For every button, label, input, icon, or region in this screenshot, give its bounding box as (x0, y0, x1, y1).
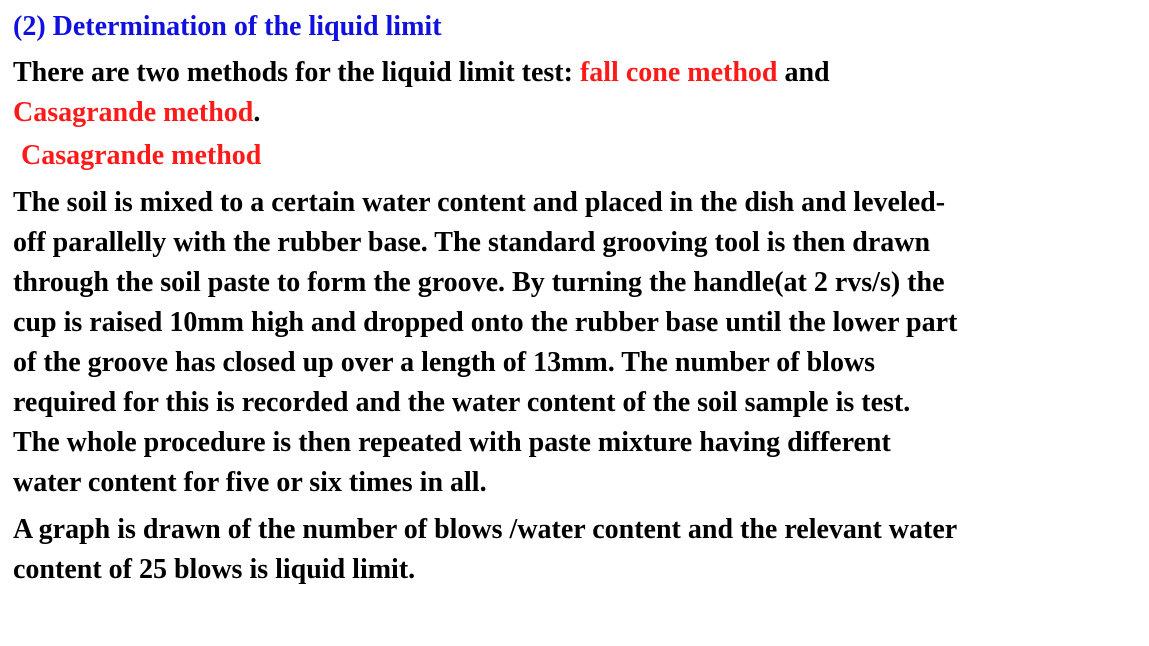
slide-content (13, 8, 1143, 597)
procedure-line: cup is raised 10mm high and dropped onto the rubber base until the lower part (13, 307, 958, 338)
procedure-line: off parallelly with the rubber base. The standard grooving tool is then drawn (13, 227, 931, 258)
casagrande-method-highlight: Casagrande method (13, 97, 254, 128)
procedure-line: The whole procedure is then repeated with paste mixture having different (13, 427, 891, 458)
fall-cone-method-highlight: fall cone method (579, 57, 778, 88)
procedure-line: water content for five or six times in all. (13, 467, 487, 498)
intro-line-2 (13, 93, 1143, 133)
graph-line: A graph is drawn of the number of blows /water content and the relevant water (13, 514, 958, 545)
procedure-line: required for this is recorded and the water content of the soil sample is test. (13, 387, 911, 418)
intro-paragraph (13, 53, 1143, 133)
intro-text-part3: . (253, 97, 261, 128)
graph-paragraph (13, 510, 1143, 590)
procedure-line: through the soil paste to form the groove. By turning the handle(at 2 rvs/s) the (13, 267, 945, 298)
procedure-line: The soil is mixed to a certain water content and placed in the dish and leveled- (13, 187, 946, 218)
intro-line-1 (13, 53, 1143, 93)
section-heading: (2) Determination of the liquid limit (13, 11, 442, 42)
casagrande-subheading: Casagrande method (21, 140, 262, 171)
intro-text-part1: There are two methods for the liquid limit test: (13, 57, 580, 88)
procedure-paragraph (13, 183, 1143, 503)
graph-line: content of 25 blows is liquid limit. (13, 554, 416, 585)
procedure-line: of the groove has closed up over a length of 13mm. The number of blows (13, 347, 876, 378)
intro-text-part2: and (777, 57, 830, 88)
